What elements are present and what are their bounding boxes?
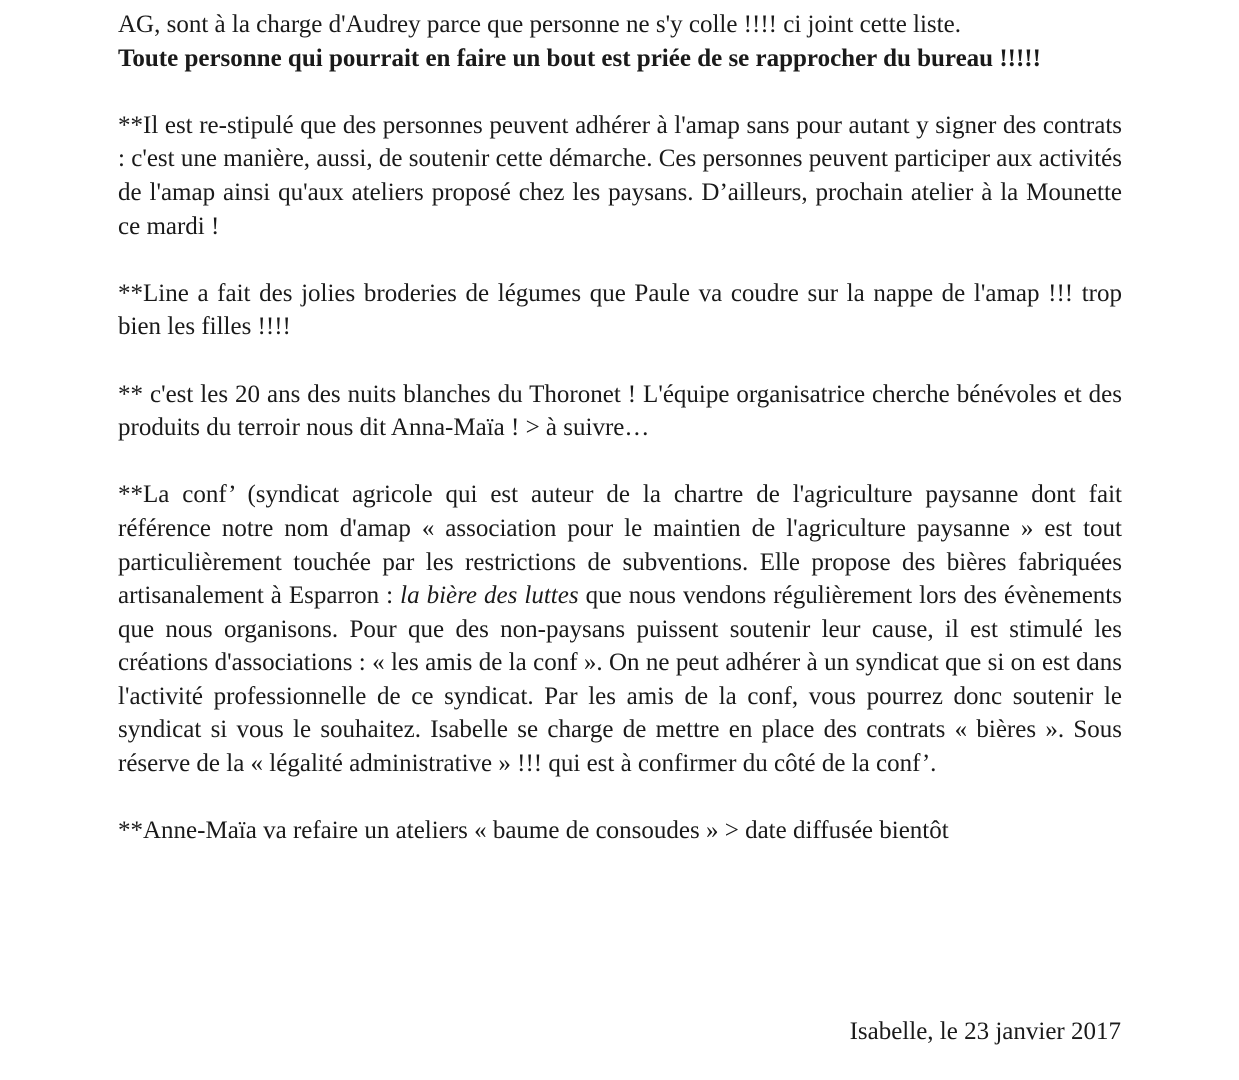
bold-appeal: Toute personne qui pourrait en faire un bout est priée de se rapprocher du bureau !!!!! bbox=[118, 44, 1041, 72]
paragraph-workshop: **Anne-Maïa va refaire un ateliers « baume de consoudes » > date diffusée bientôt bbox=[118, 817, 949, 845]
paragraph-nuits-blanches: ** c'est les 20 ans des nuits blanches du Thoronet ! L'équipe organisatrice cherche bénévoles et des produits du terroir nous dit Anna-Maïa ! > à suivre… bbox=[118, 380, 1122, 442]
paragraph-membership: **Il est re-stipulé que des personnes peuvent adhérer à l'amap sans pour autant y signer des contrats : c'est une manière, aussi, de soutenir cette démarche. Ces personnes peuvent participer aux activités de l'amap ainsi qu'aux ateliers proposé chez les paysans. D’ailleurs, prochain atelier à la Mounette ce mardi ! bbox=[118, 111, 1122, 240]
intro-text: AG, sont à la charge d'Audrey parce que personne ne s'y colle !!!! ci joint cette liste. bbox=[118, 11, 961, 38]
la-conf-text-end: que nous vendons régulièrement lors des évènements que nous organisons. Pour que des non-paysans puissent soutenir leur cause, il est stimulé les créations d'associations : « les amis de la conf ». On ne peut adhérer à un syndicat que si on est dans l'activité professionnelle de ce syndicat. Par les amis de la conf, vous pourrez donc soutenir le syndicat si vous le souhaitez. Isabelle se charge de mettre en place des contrats « bières ». Sous réserve de la « légalité administrative » !!! qui est à confirmer du côté de la conf’. bbox=[118, 582, 1122, 778]
signature-line: Isabelle, le 23 janvier 2017 bbox=[849, 1018, 1121, 1045]
paragraph-embroidery: **Line a fait des jolies broderies de légumes que Paule va coudre sur la nappe de l'amap !!! trop bien les filles !!!! bbox=[118, 279, 1122, 341]
la-conf-text-start: **La conf’ (syndicat agricole qui est auteur de la chartre de l'agriculture paysanne dont fait référence notre nom d'amap « association pour le maintien de l'agriculture paysanne » est tout particulièrement touchée par les restrictions de subventions. Elle propose des bières fabriquées artisanalement à Esparron : bbox=[118, 481, 1122, 610]
beer-name: la bière des luttes bbox=[400, 582, 579, 610]
paragraph-intro bbox=[118, 8, 1122, 75]
paragraph-la-conf bbox=[118, 478, 1122, 780]
document-body bbox=[118, 8, 1122, 881]
